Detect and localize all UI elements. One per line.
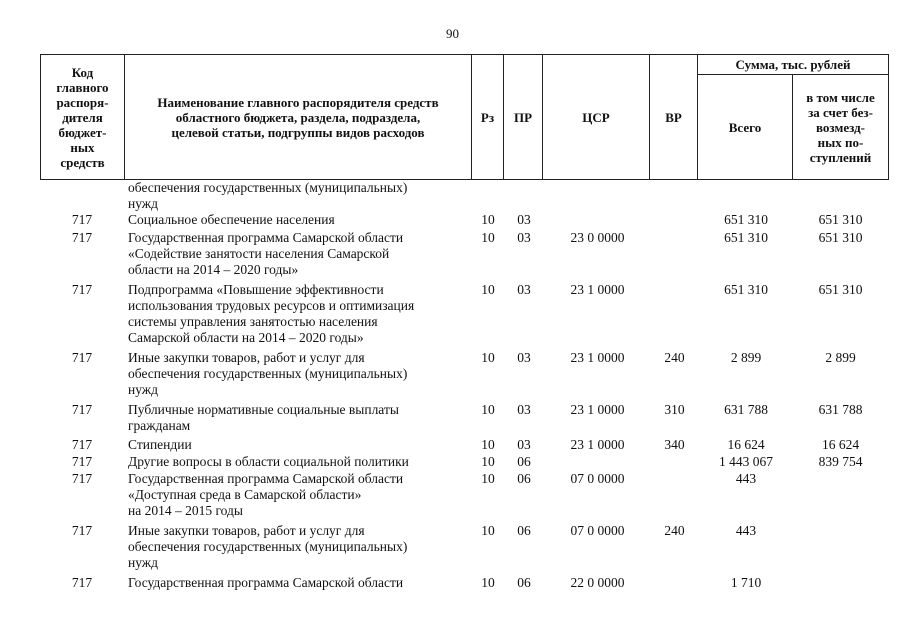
row-total: 443	[735, 523, 757, 538]
row-name: обеспечения государственных (муниципальных) нужд	[128, 180, 408, 211]
row-code: 717	[71, 575, 93, 590]
row-csr: 23 1 0000	[570, 437, 625, 452]
row-pr: 03	[517, 350, 531, 365]
row-csr: 07 0 0000	[570, 523, 625, 538]
header-sum: Сумма, тыс. рублей	[735, 57, 851, 72]
row-pr: 06	[517, 523, 531, 538]
row-name: Социальное обеспечение населения	[128, 212, 335, 227]
row-code: 717	[71, 437, 93, 452]
table-header	[40, 54, 889, 180]
row-csr: 23 1 0000	[570, 350, 625, 365]
row-grant: 651 310	[818, 282, 863, 297]
row-code: 717	[71, 230, 93, 245]
row-rz: 10	[481, 212, 495, 227]
row-pr: 03	[517, 230, 531, 245]
row-name: Публичные нормативные социальные выплаты гражданам	[128, 402, 399, 433]
row-code: 717	[71, 523, 93, 538]
row-code: 717	[71, 402, 93, 417]
row-grant: 631 788	[818, 402, 863, 417]
row-csr: 23 0 0000	[570, 230, 625, 245]
header-vr: ВР	[665, 109, 682, 125]
row-vr: 310	[664, 402, 685, 417]
row-vr: 240	[664, 523, 685, 538]
row-code: 717	[71, 350, 93, 365]
row-grant: 839 754	[818, 454, 863, 469]
row-total: 651 310	[724, 230, 768, 245]
row-rz: 10	[481, 282, 495, 297]
row-grant: 651 310	[818, 212, 863, 227]
row-name: Государственная программа Самарской области «Доступная среда в Самарской области» на 2014 – 2015 годы	[128, 471, 404, 518]
row-code: 717	[71, 471, 93, 486]
row-total: 1 443 067	[719, 454, 773, 469]
row-total: 651 310	[724, 212, 768, 227]
row-name: Другие вопросы в области социальной политики	[128, 454, 409, 469]
header-total: Всего	[728, 119, 762, 135]
row-name: Подпрограмма «Повышение эффективности использования трудовых ресурсов и оптимизация системы управления занятостью населения Самарской области на 2014 – 2020 годы»	[128, 282, 415, 345]
row-csr: 22 0 0000	[570, 575, 625, 590]
row-total: 651 310	[724, 282, 768, 297]
row-rz: 10	[481, 454, 495, 469]
row-rz: 10	[481, 471, 495, 486]
row-total: 1 710	[730, 575, 762, 590]
row-rz: 10	[481, 437, 495, 452]
header-name: Наименование главного распорядителя средств областного бюджета, раздела, подраздела, целевой статьи, подгруппы видов расходов	[157, 94, 439, 140]
row-name: Иные закупки товаров, работ и услуг для обеспечения государственных (муниципальных) нужд	[128, 350, 408, 397]
row-rz: 10	[481, 230, 495, 245]
row-pr: 03	[517, 402, 531, 417]
row-grant: 2 899	[825, 350, 856, 365]
row-total: 16 624	[727, 437, 765, 452]
row-name: Стипендии	[128, 437, 192, 452]
header-pr: ПР	[513, 109, 533, 125]
row-pr: 03	[517, 212, 531, 227]
row-grant: 16 624	[821, 437, 860, 452]
header-rz: Рз	[480, 109, 495, 125]
row-vr: 340	[664, 437, 685, 452]
row-csr: 23 1 0000	[570, 402, 625, 417]
row-name: Иные закупки товаров, работ и услуг для обеспечения государственных (муниципальных) нужд	[128, 523, 408, 570]
row-vr: 240	[664, 350, 685, 365]
row-rz: 10	[481, 350, 495, 365]
row-name: Государственная программа Самарской области	[128, 575, 404, 590]
row-code: 717	[71, 212, 93, 227]
row-total: 2 899	[730, 350, 762, 365]
row-pr: 06	[517, 454, 531, 469]
page-number: 90	[446, 26, 459, 41]
row-grant: 651 310	[818, 230, 863, 245]
row-rz: 10	[481, 575, 495, 590]
row-total: 443	[735, 471, 757, 486]
header-grant: в том числе за счет без- возмезд- ных по- ступлений	[806, 89, 875, 165]
row-name: Государственная программа Самарской области «Содействие занятости населения Самарской области на 2014 – 2020 годы»	[128, 230, 404, 277]
row-code: 717	[71, 454, 93, 469]
row-csr: 07 0 0000	[570, 471, 625, 486]
row-rz: 10	[481, 402, 495, 417]
row-pr: 03	[517, 282, 531, 297]
row-total: 631 788	[724, 402, 768, 417]
row-csr: 23 1 0000	[570, 282, 625, 297]
row-code: 717	[71, 282, 93, 297]
header-csr: ЦСР	[582, 109, 610, 125]
row-pr: 03	[517, 437, 531, 452]
header-right-border	[888, 54, 889, 180]
row-pr: 06	[517, 575, 531, 590]
row-pr: 06	[517, 471, 531, 486]
row-rz: 10	[481, 523, 495, 538]
header-code: Код главного распоря- дителя бюджет- ных средств	[56, 64, 109, 170]
